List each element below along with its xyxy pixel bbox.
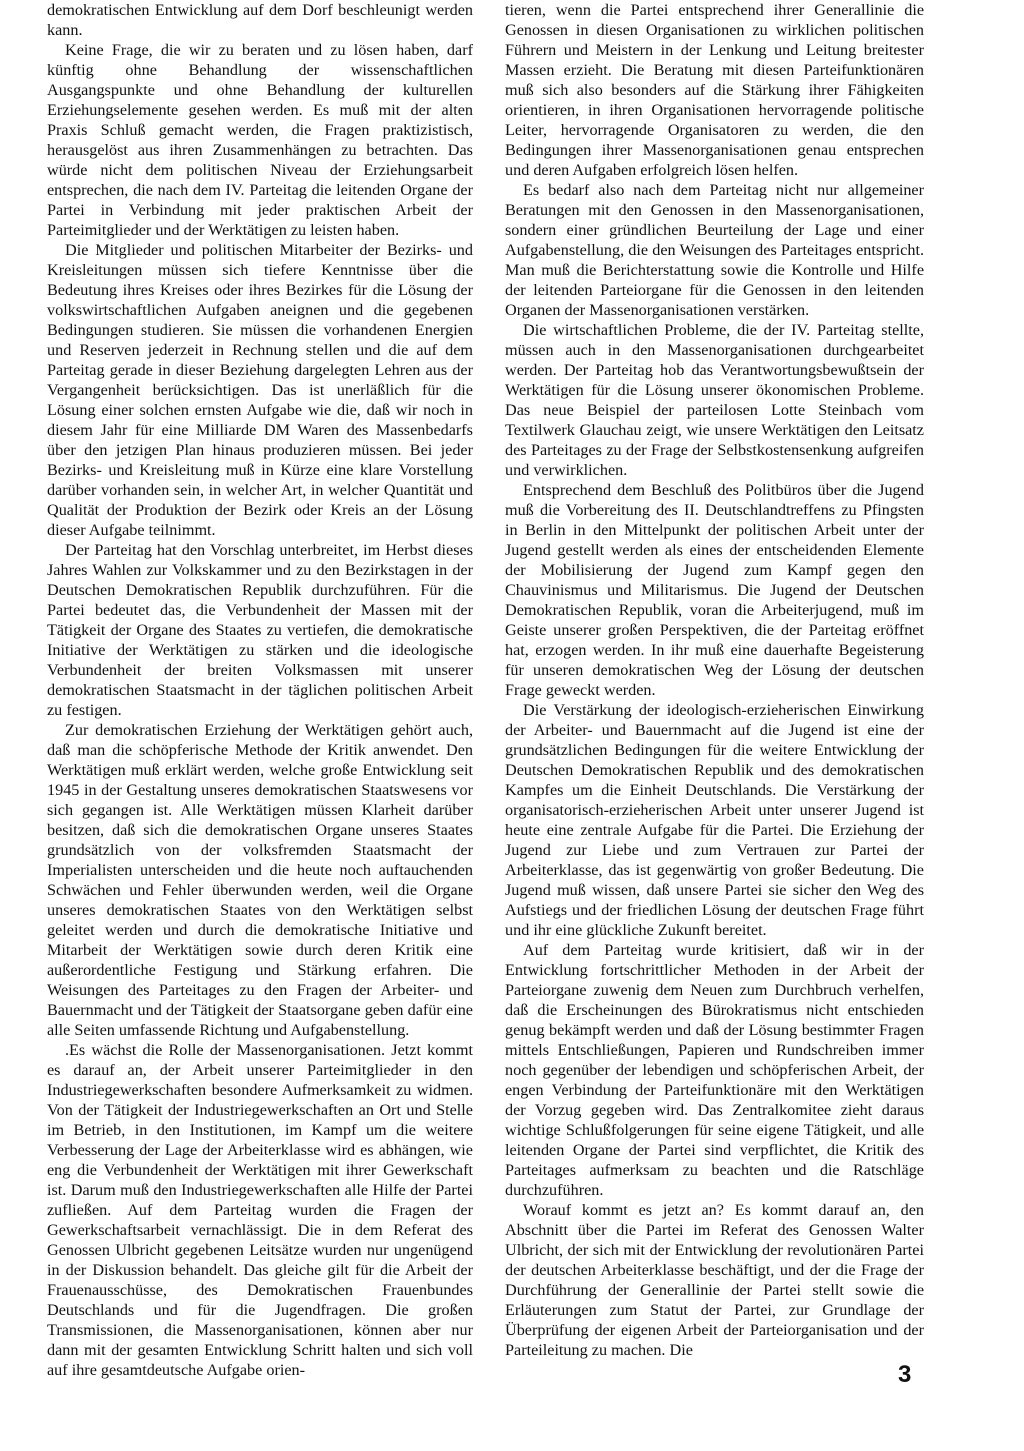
paragraph: Keine Frage, die wir zu beraten und zu lösen haben, darf künftig ohne Behandlung der wissenschaftlichen Ausgangspunkte und ohne Behandlung der kulturellen Erziehungselemente gesehen werden. Es muß mit der alten Praxis Schluß gemacht werden, die Fragen praktizistisch, herausgelöst aus ihren Zusammenhängen zu betrachten. Das würde nicht dem politischen Niveau der Erziehungsarbeit entsprechen, die nach dem IV. Parteitag die leitenden Organe der Partei in Verbindung mit jeder praktischen Arbeit der Parteimitglieder und der Werktätigen zu leisten haben.: [47, 41, 473, 239]
paragraph: Zur demokratischen Erziehung der Werktätigen gehört auch, daß man die schöpferische Methode der Kritik anwendet. Den Werktätigen muß erklärt werden, welche große Entwicklung seit 1945 in der Gestaltung unseres demokratischen Staatswesens vor sich gegangen ist. Alle Werktätigen müssen Klarheit darüber besitzen, daß sich die demokratischen Organe unseres Staates grundsätzlich von der volksfremden Staatsmacht der Imperialisten unterscheiden und die heute noch auftauchenden Schwächen und Fehler überwunden werden, weil die Organe unseres demokratischen Staates von den Werktätigen selbst geleitet werden und durch die demokratische Initiative und Mitarbeit der Werktätigen sowie durch deren Kritik eine außerordentliche Festigung und Stärkung erfahren. Die Weisungen des Parteitages zu den Fragen der Arbeiter- und Bauernmacht und der Tätigkeit der Staatsorgane geben dafür eine alle Seiten umfassende Richtung und Aufgabenstellung.: [47, 721, 473, 1039]
paragraph: Worauf kommt es jetzt an? Es kommt darauf an, den Abschnitt über die Partei im Referat des Genossen Walter Ulbricht, der sich mit der Entwicklung der revolutionären Partei der deutschen Arbeiterklasse beschäftigt, und der die Frage der Durchführung der Generallinie der Partei stellt sowie die Erläuterungen zum Statut der Partei, zur Grundlage der Überprüfung der eigenen Arbeit der Parteiorganisation und der Parteileitung zu machen. Die: [505, 1201, 924, 1359]
paragraph: Entsprechend dem Beschluß des Politbüros über die Jugend muß die Vorbereitung des II. Deutschlandtreffens zu Pfingsten in Berlin in den Mittelpunkt der politischen Arbeit unter der Jugend gestellt werden als eines der entscheidenden Elemente der Mobilisierung der Jugend zum Kampf gegen den Chauvinismus und Militarismus. Die Jugend der Deutschen Demokratischen Republik, voran die Arbeiterjugend, muß im Geiste unserer großen Perspektiven, die der Parteitag eröffnet hat, erzogen werden. In ihr muß eine dauerhafte Begeisterung für unseren demokratischen Weg der Lösung der deutschen Frage geweckt werden.: [505, 481, 924, 699]
paragraph: Der Parteitag hat den Vorschlag unterbreitet, im Herbst dieses Jahres Wahlen zur Volkskammer und zu den Bezirkstagen in der Deutschen Demokratischen Republik durchzuführen. Für die Partei bedeutet das, die Verbundenheit der Massen mit der Tätigkeit der Organe des Staates zu vertiefen, die demokratische Initiative der Werktätigen zu stärken und die ideologische Verbundenheit der breiten Volksmassen mit unserer demokratischen Staatsmacht in der täglichen politischen Arbeit zu festigen.: [47, 541, 473, 719]
right-text-column: [505, 0, 924, 1360]
paragraph: Die Mitglieder und politischen Mitarbeiter der Bezirks- und Kreisleitungen müssen sich tiefere Kenntnisse über die Bedeutung ihres Kreises oder ihres Bezirkes für die Lösung der volkswirtschaftlichen Aufgaben aneignen und die gegebenen Bedingungen studieren. Sie müssen die vorhandenen Energien und Reserven jederzeit in Rechnung stellen und die auf dem Parteitag gerade in dieser Beziehung dargelegten Lehren aus der Vergangenheit berücksichtigen. Das ist unerläßlich für die Lösung einer solchen ernsten Aufgabe wie die, daß wir noch in diesem Jahr für eine Milliarde DM Waren des Massenbedarfs über den jetzigen Plan hinaus produzieren müssen. Bei jeder Bezirks- und Kreisleitung muß in Kürze eine klare Vorstellung darüber vorhanden sein, in welcher Art, in welcher Quantität und Qualität der Produktion der Bezirk oder Kreis an der Lösung dieser Aufgabe teilnimmt.: [47, 241, 473, 539]
paragraph: Es bedarf also nach dem Parteitag nicht nur allgemeiner Beratungen mit den Genossen in den Massenorganisationen, sondern einer gründlichen Beurteilung der Lage und einer Aufgabenstellung, die den Weisungen des Parteitages entspricht. Man muß die Berichterstattung sowie die Kontrolle und Hilfe der leitenden Parteiorgane für die Genossen in den leitenden Organen der Massenorganisationen verstärken.: [505, 181, 924, 319]
paragraph: demokratischen Entwicklung auf dem Dorf beschleunigt werden kann.: [47, 1, 473, 39]
page-number: 3: [898, 1361, 912, 1388]
paragraph: Die Verstärkung der ideologisch-erzieherischen Einwirkung der Arbeiter- und Bauernmacht auf die Jugend ist eine der grundsätzlichen Bedingungen für die weitere Entwicklung der Deutschen Demokratischen Republik und des demokratischen Kampfes um die Einheit Deutschlands. Die Verstärkung der organisatorisch-erzieherischen Arbeit unter unserer Jugend ist heute eine zentrale Aufgabe für die Partei. Die Erziehung der Jugend zur Liebe und zum Vertrauen zur Partei der Arbeiterklasse, das ist gegenwärtig von großer Bedeutung. Die Jugend muß wissen, daß unsere Partei sie sicher den Weg des Aufstiegs und der friedlichen Lösung der deutschen Frage führt und ihr eine glückliche Zukunft bereitet.: [505, 701, 924, 939]
paragraph: tieren, wenn die Partei entsprechend ihrer Generallinie die Genossen in diesen Organisationen zu wirklichen politischen Führern und Meistern in der Lenkung und Leitung breitester Massen erzieht. Die Beratung mit diesen Parteifunktionären muß sich also besonders auf die Stärkung ihrer Fähigkeiten orientieren, in ihren Organisationen hervorragende politische Leiter, hervorragende Organisatoren zu werden, die den Bedingungen ihrer Massenorganisationen genau entsprechen und deren Aufgaben erfolgreich lösen helfen.: [505, 1, 924, 179]
paragraph: .Es wächst die Rolle der Massenorganisationen. Jetzt kommt es darauf an, der Arbeit unserer Parteimitglieder in den Industriegewerkschaften besondere Aufmerksamkeit zu widmen. Von der Tätigkeit der Industriegewerkschaften an Ort und Stelle im Betrieb, in den Institutionen, im Kampf um die weitere Verbesserung der Lage der Arbeiterklasse wird es abhängen, wie eng die Verbundenheit der Werktätigen mit ihrer Gewerkschaft ist. Darum muß den Industriegewerkschaften alle Hilfe der Partei zufließen. Auf dem Parteitag wurden die Fragen der Gewerkschaftsarbeit vernachlässigt. Die in dem Referat des Genossen Ulbricht gegebenen Leitsätze wurden nur ungenügend in der Diskussion behandelt. Das gleiche gilt für die Arbeit der Frauenausschüsse, des Demokratischen Frauenbundes Deutschlands und für die Jugendfragen. Die großen Transmissionen, die Massenorganisationen, können aber nur dann mit der gesamten Entwicklung Schritt halten und sich voll auf ihre gesamtdeutsche Aufgabe orien-: [47, 1041, 473, 1379]
paragraph: Die wirtschaftlichen Probleme, die der IV. Parteitag stellte, müssen auch in den Massenorganisationen durchgearbeitet werden. Der Parteitag hob das Verantwortungsbewußtsein der Werktätigen für die Lösung unserer ökonomischen Probleme. Das neue Beispiel der parteilosen Lotte Steinbach vom Textilwerk Glauchau zeigt, wie unsere Werktätigen den Leitsatz des Parteitages zu der Frage der Selbstkostensenkung aufgreifen und verwirklichen.: [505, 321, 924, 479]
paragraph: Auf dem Parteitag wurde kritisiert, daß wir in der Entwicklung fortschrittlicher Methoden in der Arbeit der Parteiorgane zuwenig dem Neuen zum Durchbruch verhelfen, daß die Erscheinungen des Bürokratismus nicht entschieden genug bekämpft werden und daß der Lösung bestimmter Fragen mittels Entschließungen, Papieren und Rundschreiben immer noch gegenüber der lebendigen und schöpferischen Arbeit, der engen Verbindung der Parteifunktionäre mit den Werktätigen der Vorzug gegeben wird. Das Zentralkomitee zieht daraus wichtige Schlußfolgerungen für seine eigene Tätigkeit, und alle leitenden Organe der Partei sind verpflichtet, die Kritik des Parteitages aufmerksam zu beachten und die Ratschläge durchzuführen.: [505, 941, 924, 1199]
left-text-column: [47, 0, 473, 1380]
